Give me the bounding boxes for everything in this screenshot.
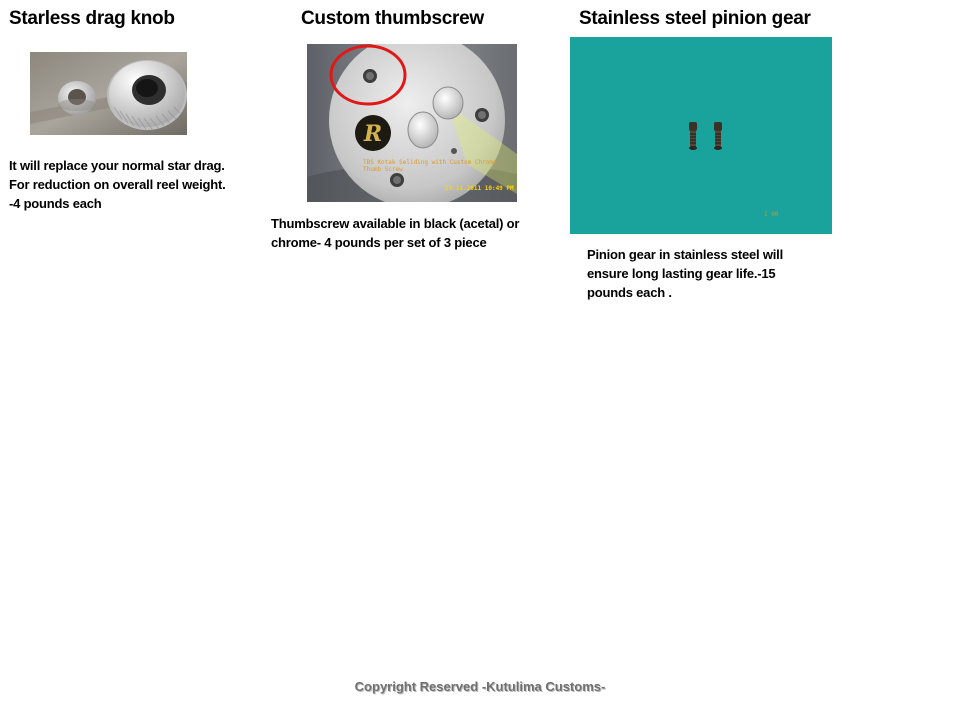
product-title-drag-knob: Starless drag knob <box>9 8 175 29</box>
product-title-pinion-gear: Stainless steel pinion gear <box>579 8 811 29</box>
product-title-thumbscrew: Custom thumbscrew <box>301 8 484 29</box>
product-description-thumbscrew: Thumbscrew available in black (acetal) or chrome- 4 pounds per set of 3 piece <box>271 216 520 250</box>
pinion-photo-stamp: 1 00 <box>764 211 779 218</box>
product-description-drag-knob: It will replace your normal star drag. For reduction on overall reel weight. -4 pounds each <box>9 158 226 211</box>
thumbscrew-photo <box>307 44 517 202</box>
drag-knob-image <box>30 52 187 135</box>
drag-knob-photo <box>30 52 187 135</box>
thumbscrew-photo-timestamp: 23.11.2011 10:49 PM <box>445 185 514 192</box>
pinion-gear-image <box>570 37 832 234</box>
thumbscrew-image <box>307 44 517 202</box>
pinion-gear-photo <box>570 37 832 234</box>
product-description-pinion-gear: Pinion gear in stainless steel will ensure long lasting gear life.-15 pounds each . <box>587 247 784 300</box>
svg-text:R: R <box>363 121 383 147</box>
copyright-footer: Copyright Reserved -Kutulima Customs- <box>354 679 606 694</box>
thumbscrew-photo-caption: TBS Kotak Seliding with Custom Chrome Thumb Screw <box>363 159 497 173</box>
